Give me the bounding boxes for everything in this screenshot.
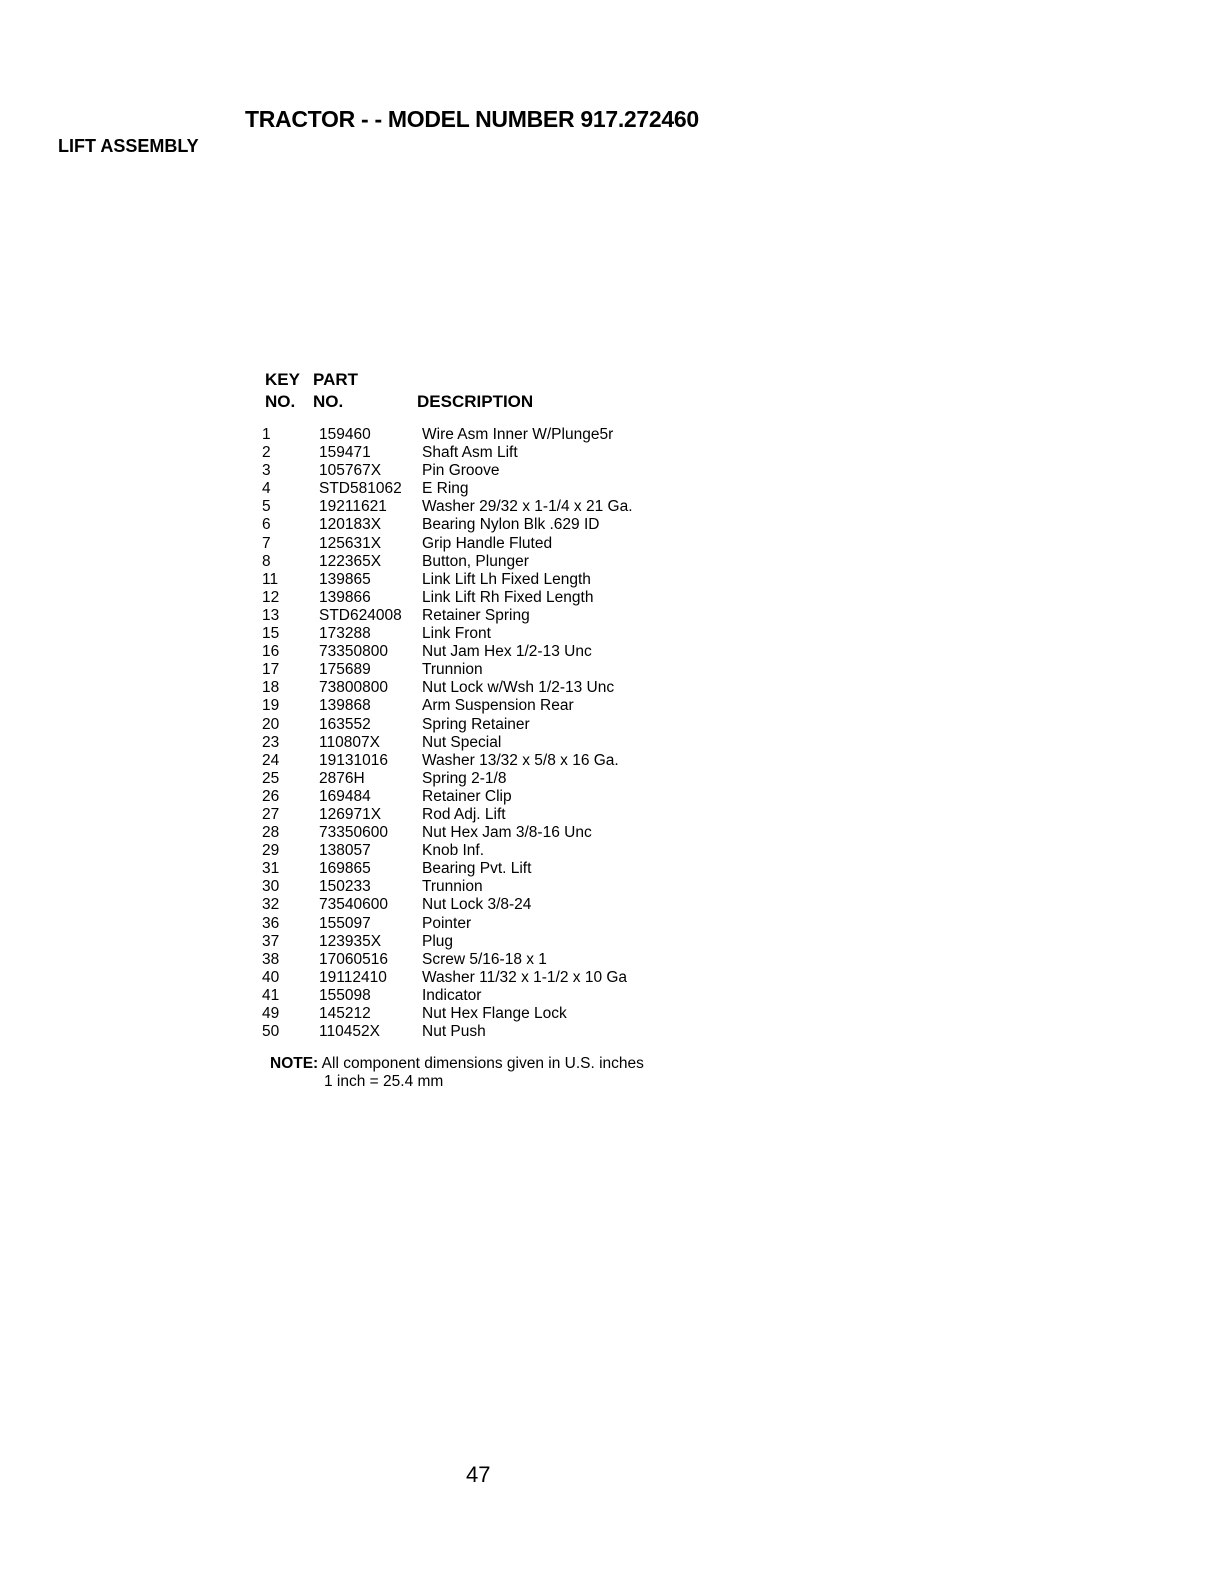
part-number: 73350800: [319, 643, 388, 661]
key-number: 5: [262, 498, 271, 516]
part-description: Arm Suspension Rear: [422, 697, 574, 715]
key-number: 49: [262, 1005, 280, 1022]
part-number: 19112410: [319, 968, 387, 986]
part-number: 105767X: [319, 462, 382, 480]
section-title: LIFT ASSEMBLY: [58, 136, 199, 156]
key-number: 30: [262, 878, 280, 896]
part-number: 169865: [319, 860, 371, 878]
key-number: 27: [262, 805, 280, 823]
part-description: Link Lift Lh Fixed Length: [422, 570, 591, 588]
part-description: Nut Hex Jam 3/8-16 Unc: [422, 824, 592, 842]
part-description: Trunnion: [422, 878, 483, 896]
part-description: Retainer Clip: [422, 787, 512, 805]
part-description: Pin Groove: [422, 462, 500, 480]
part-number: 17060516: [319, 950, 388, 968]
part-number: STD624008: [319, 606, 402, 624]
part-description: Nut Lock w/Wsh 1/2-13 Unc: [422, 679, 615, 697]
key-number: 13: [262, 606, 280, 624]
part-number: 73540600: [319, 896, 388, 914]
part-description: Link Lift Rh Fixed Length: [422, 588, 594, 606]
part-description: Nut Jam Hex 1/2-13 Unc: [422, 643, 592, 661]
part-number: 123935X: [319, 932, 382, 950]
part-description: Rod Adj. Lift: [422, 805, 506, 823]
key-number: 2: [262, 444, 271, 462]
note: [270, 1055, 644, 1091]
key-number: 28: [262, 824, 280, 842]
key-number: 11: [262, 570, 279, 588]
key-number: 50: [262, 1023, 280, 1041]
key-number: 7: [262, 534, 271, 552]
part-number: 155097: [319, 914, 371, 932]
part-description: Shaft Asm Lift: [422, 444, 518, 462]
part-description: Bearing Nylon Blk .629 ID: [422, 516, 600, 534]
part-description: Plug: [422, 932, 454, 950]
part-description: Screw 5/16-18 x 1: [422, 950, 547, 968]
part-number: 163552: [319, 715, 371, 733]
part-description: Nut Special: [422, 733, 502, 751]
key-number: 40: [262, 968, 280, 986]
header-description: DESCRIPTION: [417, 392, 534, 411]
header-key-line2: NO.: [265, 392, 296, 411]
part-number: 159471: [319, 444, 371, 462]
part-number: 126971X: [319, 805, 382, 823]
key-number: 19: [262, 697, 280, 715]
part-number: 159460: [319, 426, 371, 443]
part-description: Washer 29/32 x 1-1/4 x 21 Ga.: [422, 498, 633, 516]
key-number: 41: [262, 986, 280, 1004]
note-label: NOTE:: [270, 1055, 319, 1072]
part-number: 145212: [319, 1005, 371, 1022]
part-number: 2876H: [319, 769, 365, 787]
part-number: 173288: [319, 625, 371, 643]
part-description: Link Front: [422, 625, 491, 643]
part-number: 73800800: [319, 679, 388, 697]
part-number: 139866: [319, 588, 371, 606]
part-description: Washer 11/32 x 1-1/2 x 10 Ga: [422, 968, 628, 986]
key-number: 29: [262, 842, 280, 860]
part-description: E Ring: [422, 480, 469, 498]
part-number: 19131016: [319, 751, 388, 769]
note-line2: 1 inch = 25.4 mm: [324, 1073, 444, 1090]
key-number: 3: [262, 462, 271, 480]
key-number: 4: [262, 480, 271, 498]
part-description: Trunnion: [422, 661, 483, 679]
part-number: 110807X: [319, 733, 380, 751]
note-line1: All component dimensions given in U.S. inches: [321, 1055, 644, 1072]
part-description: Bearing Pvt. Lift: [422, 860, 532, 878]
part-number: 122365X: [319, 552, 382, 570]
key-number: 24: [262, 751, 280, 769]
key-number: 38: [262, 950, 280, 968]
key-number: 37: [262, 932, 280, 950]
key-number: 16: [262, 643, 280, 661]
key-number: 17: [262, 661, 280, 679]
part-description: Button, Plunger: [422, 552, 529, 570]
key-number: 25: [262, 769, 280, 787]
key-number: 18: [262, 679, 280, 697]
part-description: Indicator: [422, 986, 482, 1004]
part-description: Retainer Spring: [422, 606, 530, 624]
part-number: 19211621: [319, 498, 387, 516]
part-description: Grip Handle Fluted: [422, 534, 553, 552]
key-number: 32: [262, 896, 280, 914]
part-description: Nut Hex Flange Lock: [422, 1005, 567, 1022]
key-number: 20: [262, 715, 280, 733]
part-number: 169484: [319, 787, 371, 805]
part-number: 138057: [319, 842, 371, 860]
part-description: Nut Push: [422, 1023, 486, 1041]
key-number: 6: [262, 516, 271, 534]
part-description: Wire Asm Inner W/Plunge5r: [422, 426, 614, 443]
key-number: 23: [262, 733, 280, 751]
part-number: 139868: [319, 697, 371, 715]
key-number: 36: [262, 914, 280, 932]
part-number: 139865: [319, 570, 371, 588]
part-description: Spring 2-1/8: [422, 769, 507, 787]
part-description: Spring Retainer: [422, 715, 530, 733]
part-number: 110452X: [319, 1023, 380, 1041]
part-description: Pointer: [422, 914, 472, 932]
page-title: TRACTOR - - MODEL NUMBER 917.272460: [245, 106, 699, 132]
part-number: 125631X: [319, 534, 382, 552]
part-number: 150233: [319, 878, 371, 896]
key-number: 15: [262, 625, 280, 643]
part-description: Nut Lock 3/8-24: [422, 896, 532, 914]
header-key-line1: KEY: [265, 370, 300, 389]
part-description: Knob Inf.: [422, 842, 485, 860]
key-number: 31: [262, 860, 280, 878]
part-number: 175689: [319, 661, 371, 679]
part-description: Washer 13/32 x 5/8 x 16 Ga.: [422, 751, 619, 769]
key-number: 8: [262, 552, 271, 570]
page-number: 47: [466, 1462, 491, 1487]
part-number: 155098: [319, 986, 371, 1004]
part-number: 120183X: [319, 516, 382, 534]
part-number: STD581062: [319, 480, 402, 498]
header-part-line2: NO.: [313, 392, 344, 411]
key-number: 12: [262, 588, 280, 606]
part-number: 73350600: [319, 824, 388, 842]
key-number: 1: [262, 426, 271, 443]
key-number: 26: [262, 787, 280, 805]
header-part-line1: PART: [313, 370, 359, 389]
